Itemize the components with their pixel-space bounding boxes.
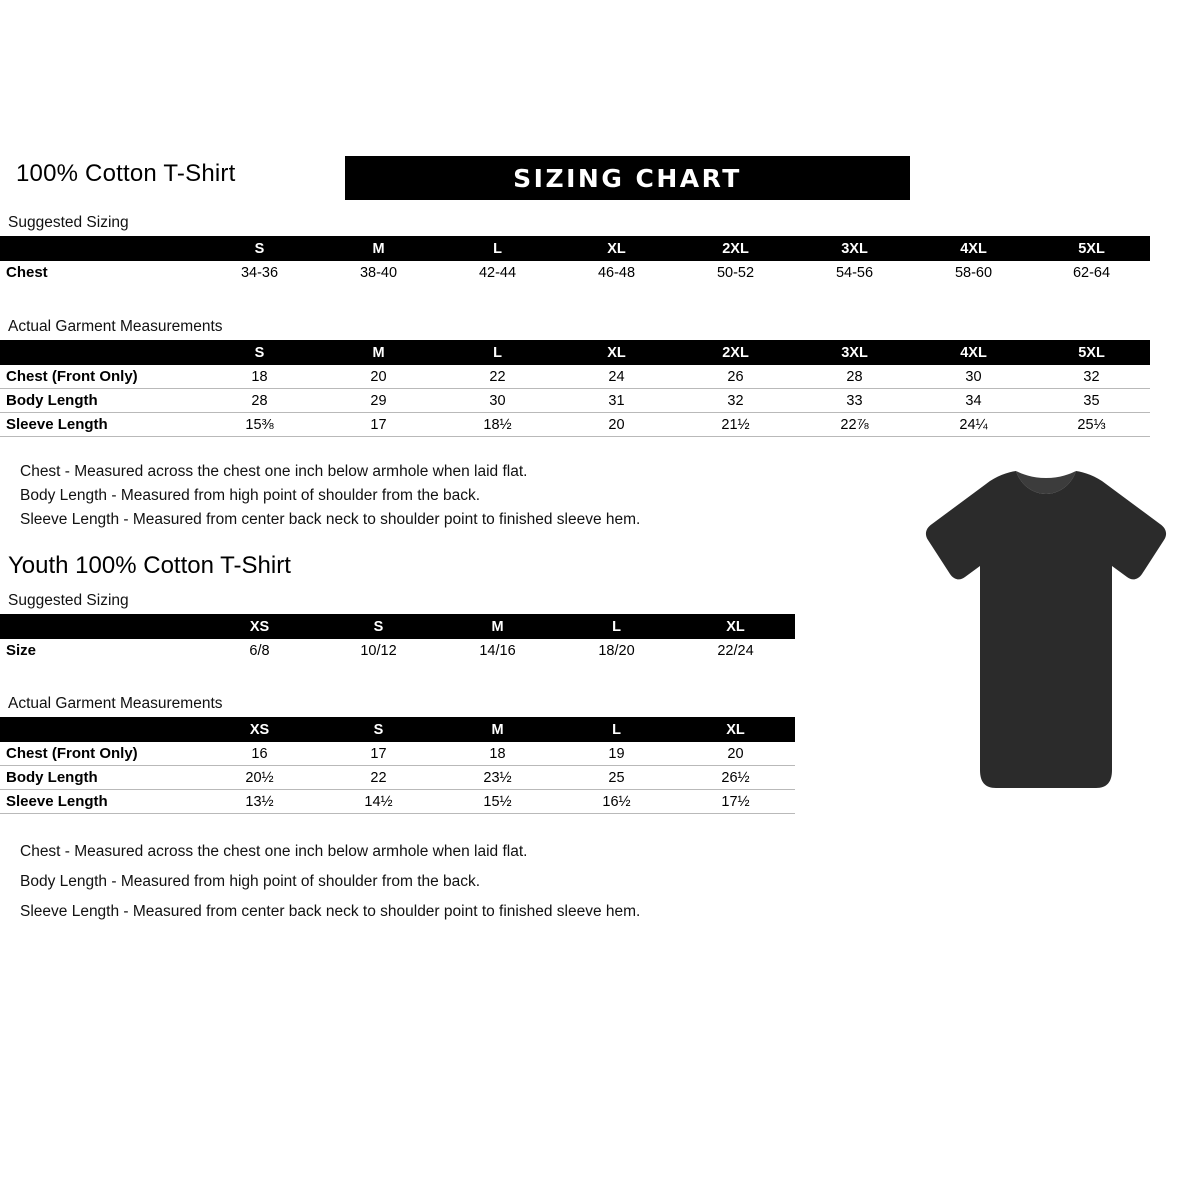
youth-suggested-cell: 18/20 <box>598 642 635 659</box>
adult-note-body-length: Body Length - Measured from high point of shoulder from the back. <box>20 487 481 504</box>
adult-actual-cell: 26 <box>727 368 744 385</box>
adult-actual-cell: 24¼ <box>959 416 988 433</box>
youth-actual-cell: 18 <box>489 745 506 762</box>
youth-note-sleeve-length: Sleeve Length - Measured from center back neck to shoulder point to finished sleeve hem. <box>20 903 641 920</box>
adult-actual-cell: 20 <box>370 368 387 385</box>
table-row <box>0 639 795 662</box>
adult-actual-column-header: 5XL <box>1033 340 1150 365</box>
adult-actual-column-header: S <box>200 340 319 365</box>
youth-note-body-length: Body Length - Measured from high point of shoulder from the back. <box>20 873 481 890</box>
youth-actual-cell: 13½ <box>245 793 274 810</box>
adult-suggested-column-header: 3XL <box>795 236 914 261</box>
adult-suggested-row-label: Chest <box>6 264 48 281</box>
table-row <box>0 261 1150 284</box>
adult-suggested-cell: 38-40 <box>359 264 398 281</box>
youth-suggested-cell: 6/8 <box>249 642 270 659</box>
youth-actual-column-header: S <box>319 717 438 742</box>
adult-suggested-column-header: L <box>438 236 557 261</box>
adult-note-chest: Chest - Measured across the chest one inch below armhole when laid flat. <box>20 463 528 480</box>
youth-actual-cell: 26½ <box>721 769 750 786</box>
youth-suggested-column-header: S <box>319 614 438 639</box>
adult-suggested-cell: 54-56 <box>835 264 874 281</box>
table-row <box>0 365 1150 389</box>
adult-actual-column-header: 2XL <box>676 340 795 365</box>
table-header-row <box>0 614 795 639</box>
youth-actual-cell: 15½ <box>483 793 512 810</box>
youth-actual-cell: 16½ <box>602 793 631 810</box>
adult-actual-cell: 15⅜ <box>245 416 274 433</box>
youth-suggested-column-header: XL <box>676 614 795 639</box>
adult-actual-cell: 20 <box>608 416 625 433</box>
adult-actual-corner-header <box>0 340 200 365</box>
adult-actual-column-header: XL <box>557 340 676 365</box>
adult-actual-column-header: M <box>319 340 438 365</box>
adult-note-sleeve-length: Sleeve Length - Measured from center back neck to shoulder point to finished sleeve hem. <box>20 511 641 528</box>
adult-actual-cell: 33 <box>846 392 863 409</box>
adult-actual-cell: 32 <box>727 392 744 409</box>
youth-actual-cell: 20 <box>727 745 744 762</box>
youth-actual-cell: 19 <box>608 745 625 762</box>
youth-suggested-column-header: L <box>557 614 676 639</box>
youth-actual-cell: 14½ <box>364 793 393 810</box>
sizing-chart-banner <box>345 156 910 200</box>
adult-suggested-column-header: XL <box>557 236 676 261</box>
adult-actual-column-header: 4XL <box>914 340 1033 365</box>
adult-actual-cell: 28 <box>251 392 268 409</box>
adult-actual-cell: 28 <box>846 368 863 385</box>
youth-note-chest: Chest - Measured across the chest one inch below armhole when laid flat. <box>20 843 528 860</box>
adult-suggested-cell: 34-36 <box>240 264 279 281</box>
adult-suggested-cell: 42-44 <box>478 264 517 281</box>
table-row <box>0 742 795 766</box>
adult-actual-cell: 21½ <box>721 416 750 433</box>
adult-actual-column-header: L <box>438 340 557 365</box>
table-header-row <box>0 236 1150 261</box>
adult-suggested-sizing-table <box>0 236 1150 284</box>
youth-actual-column-header: L <box>557 717 676 742</box>
youth-actual-corner-header <box>0 717 200 742</box>
adult-actual-cell: 32 <box>1083 368 1100 385</box>
adult-actual-cell: 29 <box>370 392 387 409</box>
table-row <box>0 790 795 814</box>
youth-actual-cell: 16 <box>251 745 268 762</box>
youth-actual-cell: 23½ <box>483 769 512 786</box>
adult-actual-cell: 18½ <box>483 416 512 433</box>
youth-actual-cell: 20½ <box>245 769 274 786</box>
youth-actual-caption: Actual Garment Measurements <box>8 695 223 712</box>
table-row <box>0 413 1150 437</box>
adult-suggested-column-header: 5XL <box>1033 236 1150 261</box>
adult-suggested-column-header: 4XL <box>914 236 1033 261</box>
adult-actual-cell: 22 <box>489 368 506 385</box>
table-row <box>0 389 1150 413</box>
adult-actual-cell: 35 <box>1083 392 1100 409</box>
tshirt-body-shape <box>926 471 1166 788</box>
adult-actual-cell: 25⅓ <box>1077 416 1106 433</box>
youth-actual-row-label: Body Length <box>6 769 98 786</box>
adult-actual-cell: 22⅞ <box>840 416 869 433</box>
adult-actual-cell: 34 <box>965 392 982 409</box>
sizing-chart-banner-label: SIZING CHART <box>513 163 742 193</box>
youth-actual-cell: 17 <box>370 745 387 762</box>
adult-actual-cell: 30 <box>489 392 506 409</box>
youth-section-title: Youth 100% Cotton T-Shirt <box>8 552 291 579</box>
adult-actual-column-header: 3XL <box>795 340 914 365</box>
header-row <box>8 160 1192 202</box>
adult-actual-row-label: Sleeve Length <box>6 416 108 433</box>
adult-actual-row-label: Body Length <box>6 392 98 409</box>
youth-suggested-cell: 22/24 <box>717 642 754 659</box>
adult-suggested-cell: 46-48 <box>597 264 636 281</box>
youth-actual-cell: 25 <box>608 769 625 786</box>
youth-suggested-row-label: Size <box>6 642 37 659</box>
adult-suggested-column-header: M <box>319 236 438 261</box>
youth-actual-column-header: XS <box>200 717 319 742</box>
youth-suggested-corner-header <box>0 614 200 639</box>
adult-actual-row-label: Chest (Front Only) <box>6 368 138 385</box>
tshirt-illustration <box>890 470 1180 810</box>
youth-actual-column-header: XL <box>676 717 795 742</box>
youth-actual-cell: 22 <box>370 769 387 786</box>
adult-suggested-corner-header <box>0 236 200 261</box>
adult-actual-cell: 18 <box>251 368 268 385</box>
youth-suggested-cell: 14/16 <box>479 642 516 659</box>
adult-actual-caption: Actual Garment Measurements <box>8 318 223 335</box>
adult-suggested-cell: 58-60 <box>954 264 993 281</box>
page-title: 100% Cotton T-Shirt <box>16 160 236 187</box>
youth-suggested-column-header: XS <box>200 614 319 639</box>
adult-actual-cell: 30 <box>965 368 982 385</box>
youth-suggested-column-header: M <box>438 614 557 639</box>
youth-actual-measurements-table <box>0 717 795 814</box>
youth-suggested-sizing-table <box>0 614 795 662</box>
youth-actual-row-label: Chest (Front Only) <box>6 745 138 762</box>
adult-actual-cell: 24 <box>608 368 625 385</box>
youth-actual-cell: 17½ <box>721 793 750 810</box>
youth-suggested-caption: Suggested Sizing <box>8 592 129 609</box>
adult-actual-cell: 31 <box>608 392 625 409</box>
adult-suggested-cell: 50-52 <box>716 264 755 281</box>
youth-actual-column-header: M <box>438 717 557 742</box>
youth-suggested-cell: 10/12 <box>360 642 397 659</box>
table-header-row <box>0 340 1150 365</box>
youth-actual-row-label: Sleeve Length <box>6 793 108 810</box>
adult-suggested-column-header: 2XL <box>676 236 795 261</box>
adult-suggested-cell: 62-64 <box>1072 264 1111 281</box>
table-header-row <box>0 717 795 742</box>
adult-actual-cell: 17 <box>370 416 387 433</box>
adult-suggested-caption: Suggested Sizing <box>8 214 129 231</box>
table-row <box>0 766 795 790</box>
adult-actual-measurements-table <box>0 340 1150 437</box>
adult-suggested-column-header: S <box>200 236 319 261</box>
